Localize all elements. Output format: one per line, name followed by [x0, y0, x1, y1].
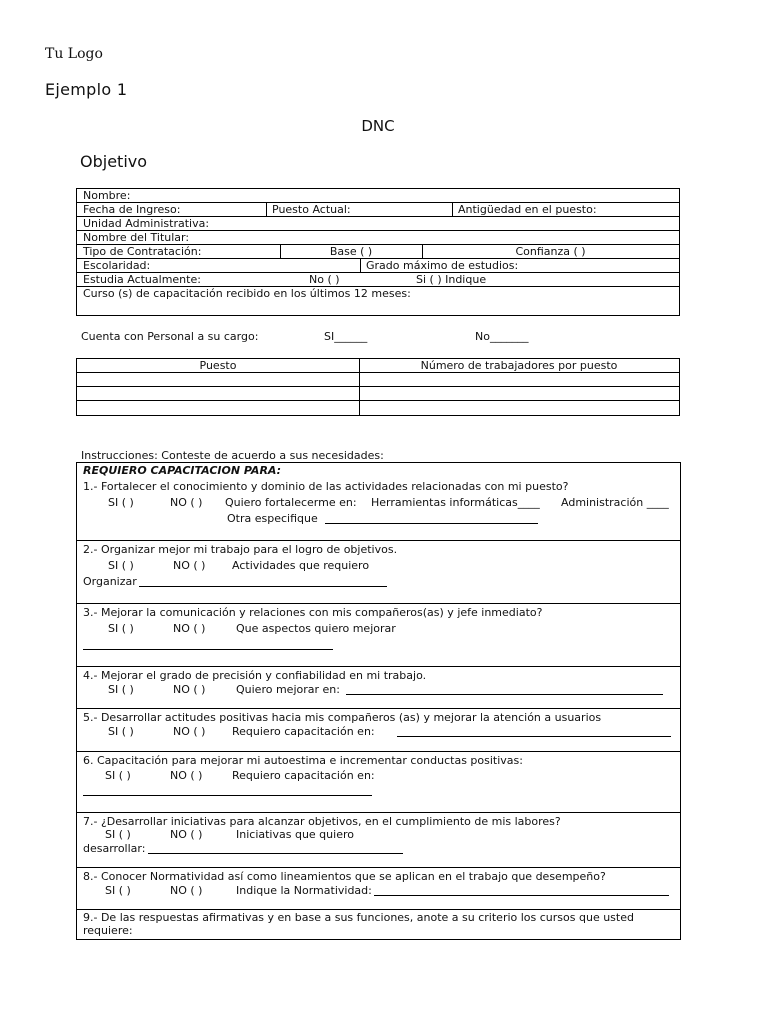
label-nombre: Nombre:: [83, 189, 131, 202]
q6-input[interactable]: [83, 785, 372, 796]
q4-prompt: Quiero mejorar en:: [236, 683, 340, 696]
personnel-table: [76, 358, 680, 416]
row-unidad: [77, 217, 679, 231]
label-tipo-contratacion: Tipo de Contratación:: [83, 245, 202, 258]
q2-no-option[interactable]: NO ( ): [173, 559, 206, 572]
q6-prompt: Requiero capacitación en:: [232, 769, 375, 782]
q4-no-option[interactable]: NO ( ): [173, 683, 206, 696]
q2-prompt: Actividades que requiero: [232, 559, 370, 572]
question-6: [77, 752, 680, 813]
q4-si-option[interactable]: SI ( ): [108, 683, 134, 696]
question-9: [77, 910, 680, 939]
question-4: [77, 667, 680, 709]
question-4-title: 4.- Mejorar el grado de precisión y confiabilidad en mi trabajo.: [83, 669, 427, 682]
table-row[interactable]: [77, 373, 679, 387]
q7-input[interactable]: [148, 843, 403, 854]
question-5: [77, 709, 680, 752]
q8-si-option[interactable]: SI ( ): [105, 884, 131, 897]
q5-prompt: Requiero capacitación en:: [232, 725, 375, 738]
q3-no-option[interactable]: NO ( ): [173, 622, 206, 635]
question-1: [77, 463, 680, 541]
column-puesto: Puesto: [199, 359, 237, 372]
label-grado: Grado máximo de estudios:: [366, 259, 519, 272]
question-6-title: 6. Capacitación para mejorar mi autoestima e incrementar conductas positivas:: [83, 754, 523, 767]
label-puesto-actual: Puesto Actual:: [272, 203, 351, 216]
instructions-text: Instrucciones: Conteste de acuerdo a sus necesidades:: [81, 449, 384, 462]
q3-input[interactable]: [83, 639, 333, 650]
objective-heading: Objetivo: [80, 152, 148, 171]
q4-input[interactable]: [346, 684, 663, 695]
label-estudia: Estudia Actualmente:: [83, 273, 201, 286]
label-titular: Nombre del Titular:: [83, 231, 190, 244]
label-antiguedad: Antigüedad en el puesto:: [458, 203, 597, 216]
q6-no-option[interactable]: NO ( ): [170, 769, 203, 782]
question-3-title: 3.- Mejorar la comunicación y relaciones con mis compañeros(as) y jefe inmediato?: [83, 606, 543, 619]
question-9-line2: requiere:: [83, 924, 133, 937]
label-curso: Curso (s) de capacitación recibido en los últimos 12 meses:: [83, 287, 411, 300]
q1-option-administracion[interactable]: Administración ____: [561, 496, 669, 509]
questions-heading: REQUIERO CAPACITACION PARA:: [83, 464, 282, 477]
row-contratacion: [77, 245, 679, 259]
q6-si-option[interactable]: SI ( ): [105, 769, 131, 782]
question-1-title: 1.- Fortalecer el conocimiento y dominio de las actividades relacionadas con mi puesto?: [83, 480, 569, 493]
question-7-title: 7.- ¿Desarrollar iniciativas para alcanzar objetivos, en el cumplimiento de mis labores?: [83, 815, 561, 828]
q1-si-option[interactable]: SI ( ): [108, 496, 134, 509]
question-7: [77, 813, 680, 868]
q2-si-option[interactable]: SI ( ): [108, 559, 134, 572]
q2-input[interactable]: [139, 576, 387, 587]
row-estudia: [77, 273, 679, 287]
q7-continuation: desarrollar:: [83, 842, 146, 855]
q7-no-option[interactable]: NO ( ): [170, 828, 203, 841]
employee-info-table: [76, 188, 680, 316]
label-confianza: Confianza ( ): [515, 245, 586, 258]
personal-question: Cuenta con Personal a su cargo:: [81, 330, 259, 343]
q8-input[interactable]: [374, 885, 669, 896]
personal-si-blank[interactable]: SI______: [324, 330, 368, 343]
table-row[interactable]: [77, 387, 679, 401]
q5-si-option[interactable]: SI ( ): [108, 725, 134, 738]
row-fecha-ingreso: [77, 203, 679, 217]
row-nombre: [77, 189, 679, 203]
personal-no-blank[interactable]: No_______: [475, 330, 529, 343]
q2-continuation: Organizar: [83, 575, 137, 588]
label-si-option: Si ( ) Indique: [416, 273, 487, 286]
q8-prompt: Indique la Normatividad:: [236, 884, 372, 897]
document-title: DNC: [361, 117, 395, 135]
question-8: [77, 868, 680, 910]
row-curso: [77, 287, 679, 315]
question-5-title: 5.- Desarrollar actitudes positivas hacia mis compañeros (as) y mejorar la atención a usuarios: [83, 711, 602, 724]
q7-prompt: Iniciativas que quiero: [236, 828, 354, 841]
q3-prompt: Que aspectos quiero mejorar: [236, 622, 396, 635]
q1-no-option[interactable]: NO ( ): [170, 496, 203, 509]
label-no-option: No ( ): [309, 273, 340, 286]
question-2: [77, 541, 680, 604]
q1-option-herramientas[interactable]: Herramientas informáticas____: [371, 496, 540, 509]
q3-si-option[interactable]: SI ( ): [108, 622, 134, 635]
row-titular: [77, 231, 679, 245]
q7-si-option[interactable]: SI ( ): [105, 828, 131, 841]
q5-input[interactable]: [397, 726, 671, 737]
label-fecha-ingreso: Fecha de Ingreso:: [83, 203, 181, 216]
question-9-line1: 9.- De las respuestas afirmativas y en base a sus funciones, anote a su criterio los cursos que usted: [83, 911, 634, 924]
training-questions-table: [76, 462, 681, 940]
question-2-title: 2.- Organizar mejor mi trabajo para el logro de objetivos.: [83, 543, 398, 556]
label-escolaridad: Escolaridad:: [83, 259, 151, 272]
q5-no-option[interactable]: NO ( ): [173, 725, 206, 738]
column-numero-trabajadores: Número de trabajadores por puesto: [420, 359, 618, 372]
q1-other-input[interactable]: [325, 513, 538, 524]
row-escolaridad: [77, 259, 679, 273]
label-base: Base ( ): [329, 245, 373, 258]
question-3: [77, 604, 680, 667]
personnel-table-header: [77, 359, 679, 373]
q1-other-label: Otra especifique: [227, 512, 318, 525]
question-8-title: 8.- Conocer Normatividad así como lineamientos que se aplican en el trabajo que desempeño?: [83, 870, 606, 883]
q8-no-option[interactable]: NO ( ): [170, 884, 203, 897]
q1-prompt: Quiero fortalecerme en:: [225, 496, 357, 509]
logo-placeholder: Tu Logo: [45, 46, 103, 62]
table-row[interactable]: [77, 401, 679, 415]
example-heading: Ejemplo 1: [45, 80, 128, 99]
label-unidad: Unidad Administrativa:: [83, 217, 210, 230]
